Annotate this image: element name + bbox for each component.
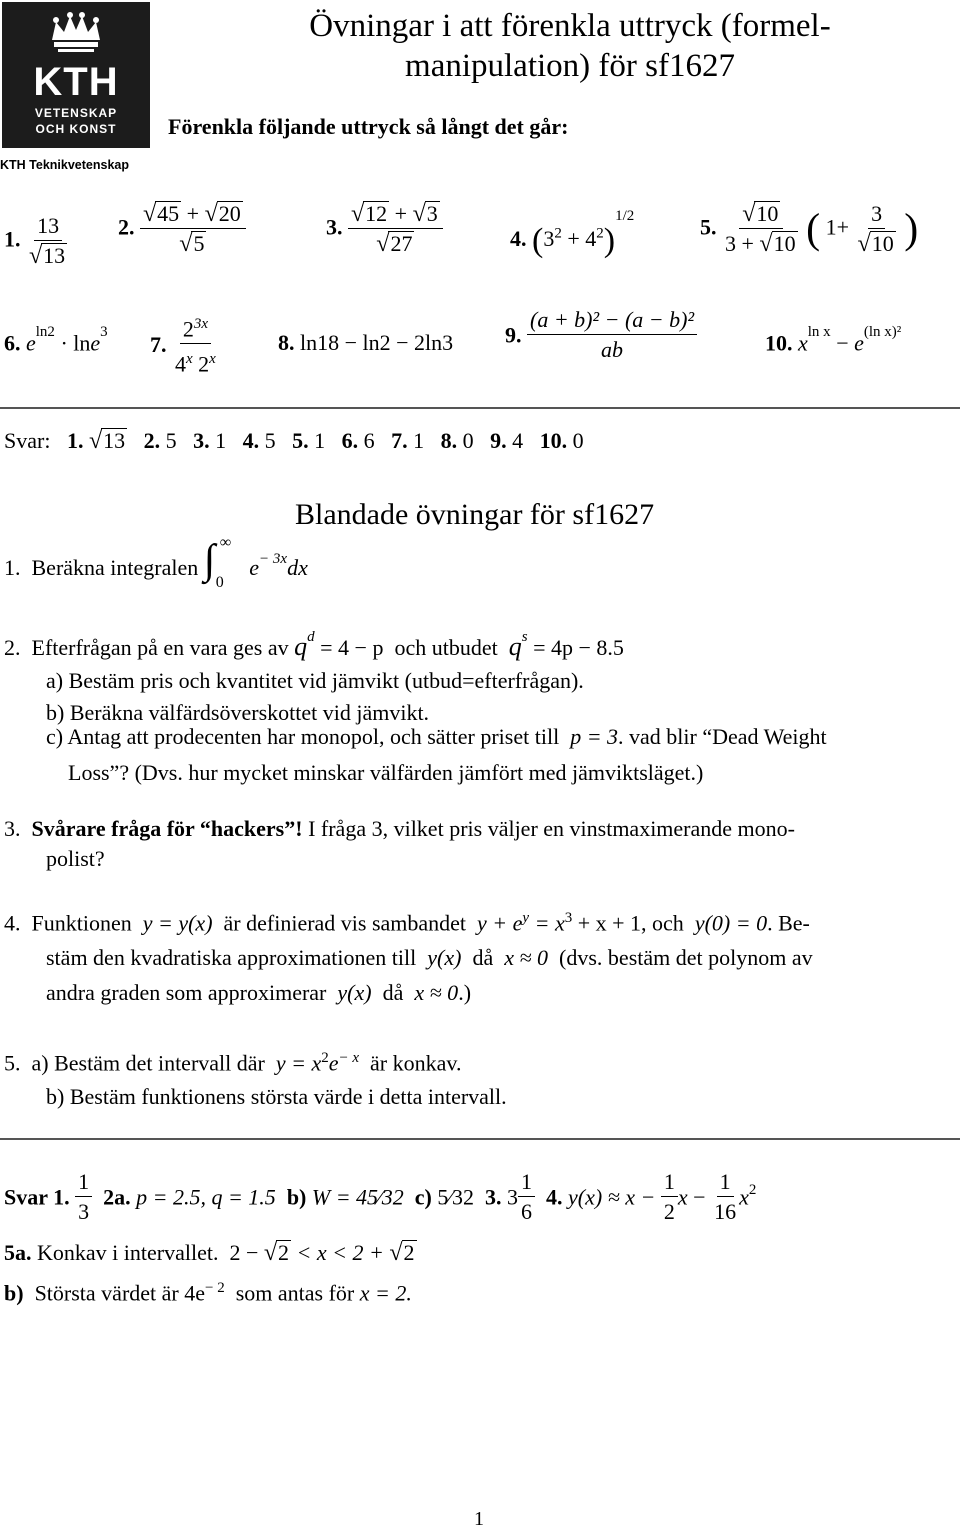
fraction: $\frac{1}{6}$	[518, 1168, 535, 1227]
question-1: 1. Beräkna integralen ∫ ∞ 0 $e^{- 3x}dx$	[4, 534, 308, 591]
fraction: $\frac{\text{(a + b)² − (a − b)²}}{ab}$	[527, 306, 697, 365]
crown-emblem-icon	[46, 10, 106, 58]
question-2c-cont: Loss”? (Dvs. hur mycket minskar välfärden jämfört med jämviktsläget.)	[68, 760, 704, 785]
fraction: $\frac{13}{√13}$	[29, 213, 66, 269]
title-line1: Övningar i att förenkla uttryck (formel-	[309, 8, 831, 44]
answers-2-row: Svar 1. $\frac{1}{3}$ 2a. p = 2.5, q = 1.5 b) W = 45∕32 c) 5∕32 3. 3 $\frac{1}{6}$ 4. y(x) ≈ x − $\frac{1}{2}$ x − $\frac{1}{16}$ $x^2$	[4, 1168, 756, 1227]
fraction: $\frac{√45 + √20}{√5}$	[140, 200, 246, 259]
exercise-5: 5. $\frac{√10}{3 + √10}$ ( 1+ $\frac{3}{√10}$ )	[700, 201, 919, 257]
question-5b: b) Bestäm funktionens största värde i detta intervall.	[46, 1084, 507, 1109]
logo-line2: OCH KONST	[35, 122, 117, 136]
logo-text: KTH	[33, 60, 119, 104]
question-2b: b) Beräkna välfärdsöverskottet vid jämvikt.	[46, 700, 430, 725]
question-3-cont: polist?	[46, 846, 105, 871]
exercise-4: 4. $(3^2 + 4^2)^{1/2}$	[510, 208, 635, 259]
question-2a: a) Bestäm pris och kvantitet vid jämvikt (utbud=efterfrågan).	[46, 668, 584, 693]
integral-sign: ∫ ∞ 0	[203, 534, 232, 591]
exercise-2: 2. $\frac{√45 + √20}{√5}$	[118, 200, 246, 259]
question-5: 5. a) Bestäm det intervall där $y = x^2e^{- x}$ är konkav.	[4, 1050, 462, 1076]
question-4-line2: stäm den kvadratiska approximationen till y(x) då x ≈ 0 (dvs. bestäm det polynom av	[46, 945, 813, 970]
page-title	[270, 6, 870, 86]
kth-logo	[2, 2, 150, 148]
exercise-3: 3. $\frac{√12 + √3}{√27}$	[326, 200, 443, 259]
exercise-8: 8. ln18 − ln2 − 2ln3	[278, 330, 454, 355]
exercise-1	[4, 212, 70, 271]
divider	[0, 407, 960, 409]
logo-line1: VETENSKAP	[34, 106, 118, 120]
fraction: $\frac{1}{16}$	[714, 1169, 737, 1224]
logo-tagline: KTH Teknikvetenskap	[0, 158, 129, 172]
fraction: $\frac{√10}{3 + √10}$	[725, 201, 796, 257]
exercise-7: 7. $\frac{2^{3x}}{4^x 2^x}$	[150, 310, 219, 380]
fraction: $\frac{2^{3x}}{4^x 2^x}$	[172, 310, 219, 380]
instruction: Förenkla följande uttryck så långt det går:	[168, 114, 569, 139]
question-2: 2. Efterfrågan på en vara ges av $q^d = 4 - p$ och utbudet $q^s = 4p - 8.5$	[4, 628, 624, 661]
question-2c: c) Antag att prodecenten har monopol, och sätter priset till p = 3. vad blir “Dead Weight	[46, 724, 827, 749]
fraction: $\frac{1}{3}$	[75, 1168, 92, 1227]
exercise-number: 1.	[4, 226, 21, 252]
fraction: $\frac{3}{√10}$	[857, 201, 894, 257]
answers-row: Svar: 1. √13 2. 5 3. 1 4. 5 5. 1 6. 6 7. 1 8. 0 9. 4 10. 0	[4, 428, 584, 454]
exercise-10: 10. $x^{ln x} - e^{(ln x)^2}$	[765, 324, 902, 356]
page-number: 1	[474, 1508, 484, 1530]
question-4-line3: andra graden som approximerar y(x) då x ≈ 0.)	[46, 980, 472, 1005]
title-line2: manipulation) för sf1627	[405, 48, 735, 84]
divider	[0, 1138, 960, 1140]
exercise-6: 6. $e^{ln2} \cdot \ln e^3$	[4, 324, 108, 356]
fraction: $\frac{1}{2}$	[661, 1168, 678, 1227]
exercise-9: 9. $\frac{\text{(a + b)² − (a − b)²}}{ab}$	[505, 306, 697, 365]
section-title: Blandade övningar för sf1627	[295, 498, 655, 531]
answer-5a: 5a. Konkav i intervallet. 2 − √2 < x < 2 + √2	[4, 1240, 415, 1266]
fraction: $\frac{√12 + √3}{√27}$	[348, 200, 443, 259]
question-4: 4. Funktionen y = y(x) är definierad vis sambandet $y + e^y = x^3 + x + 1$, och y(0) = 0. Be-	[4, 910, 810, 936]
question-3: 3. Svårare fråga för “hackers”! I fråga 3, vilket pris väljer en vinstmaximerande mono-	[4, 816, 795, 841]
answer-5b: b) Största värdet är $4e^{- 2}$ som antas för x = 2.	[4, 1280, 412, 1306]
